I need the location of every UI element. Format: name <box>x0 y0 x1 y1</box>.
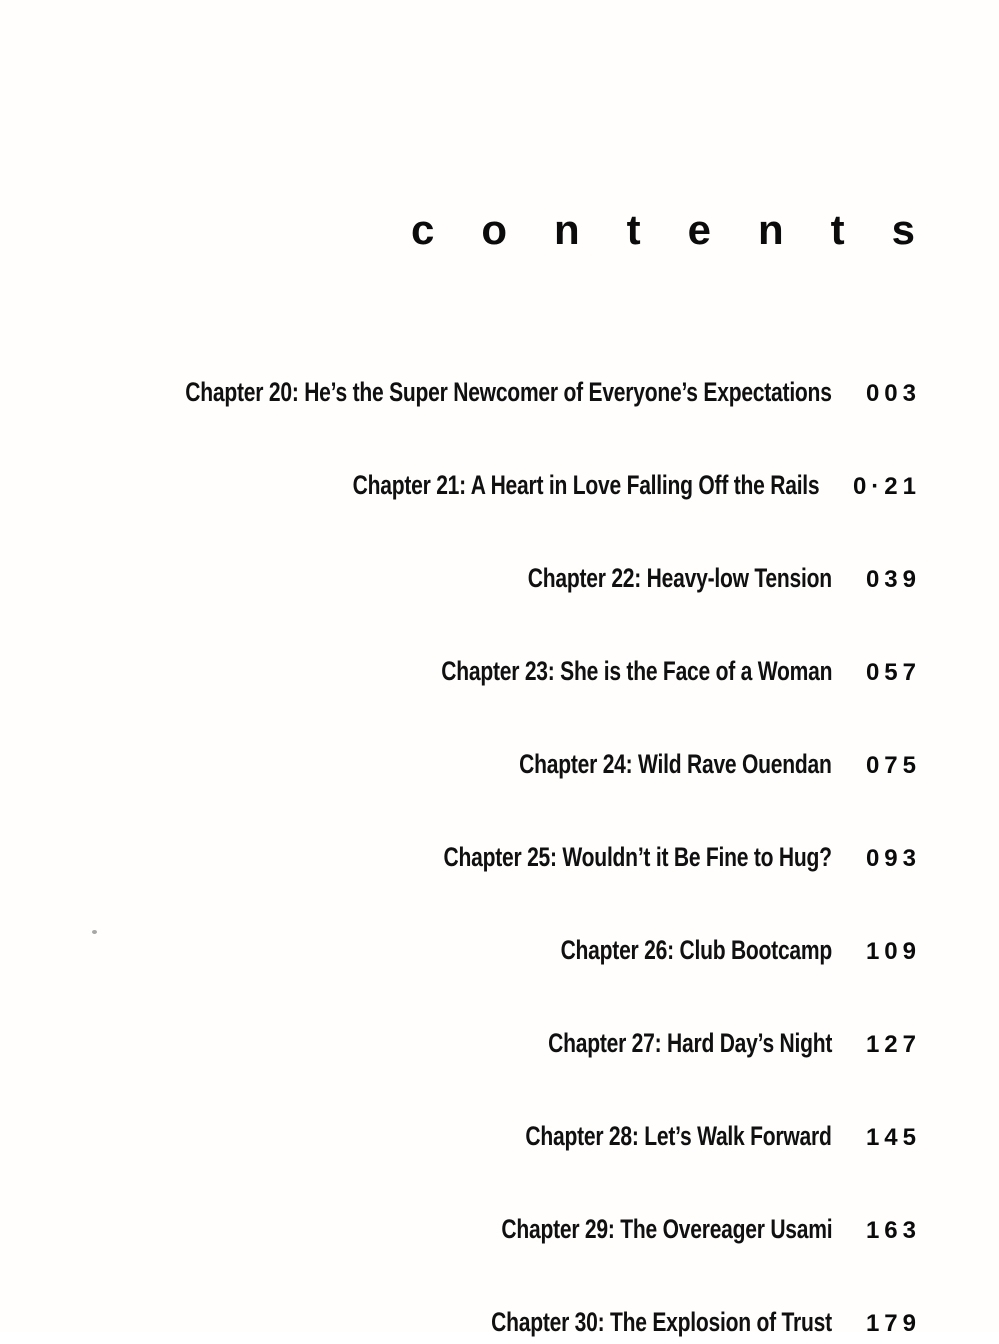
chapter-page-number: 109 <box>865 938 921 965</box>
chapter-page-number: 093 <box>865 845 921 872</box>
page-title: contents <box>410 206 962 253</box>
chapter-page-number: 179 <box>865 1310 921 1337</box>
toc-row <box>0 372 999 414</box>
toc-row <box>0 1302 999 1344</box>
chapter-title: Chapter 26: Club Bootcamp <box>560 935 832 965</box>
chapter-title: Chapter 29: The Overeager Usami <box>500 1214 832 1244</box>
chapter-title: Chapter 25: Wouldn’t it Be Fine to Hug? <box>443 842 832 872</box>
ink-speck <box>92 930 97 934</box>
chapter-page-number: 075 <box>865 752 921 779</box>
chapter-title: Chapter 20: He’s the Super Newcomer of Everyone’s Expectations <box>185 377 832 407</box>
toc-row <box>0 1023 999 1065</box>
toc-row <box>0 558 999 600</box>
toc-row <box>0 651 999 693</box>
toc-row <box>0 930 999 972</box>
chapter-page-number: 003 <box>865 380 921 407</box>
chapter-title: Chapter 28: Let’s Walk Forward <box>525 1121 832 1151</box>
chapter-page-number: 163 <box>865 1217 921 1244</box>
toc-row <box>0 744 999 786</box>
toc-row <box>0 465 999 507</box>
chapter-page-number: 127 <box>865 1031 921 1058</box>
chapter-title: Chapter 21: A Heart in Love Falling Off the Rails <box>352 470 819 500</box>
chapter-title: Chapter 24: Wild Rave Ouendan <box>519 749 832 779</box>
chapter-title: Chapter 27: Hard Day’s Night <box>547 1028 832 1058</box>
toc-row <box>0 837 999 879</box>
chapter-page-number: 057 <box>865 659 921 686</box>
chapter-title: Chapter 23: She is the Face of a Woman <box>440 656 832 686</box>
chapter-page-number: 145 <box>865 1124 921 1151</box>
chapter-page-number: 039 <box>865 566 921 593</box>
chapter-title: Chapter 30: The Explosion of Trust <box>491 1307 832 1337</box>
table-of-contents <box>0 372 999 1344</box>
chapter-page-number: 0·21 <box>852 473 921 500</box>
toc-row <box>0 1116 999 1158</box>
toc-row <box>0 1209 999 1251</box>
chapter-title: Chapter 22: Heavy-low Tension <box>527 563 832 593</box>
